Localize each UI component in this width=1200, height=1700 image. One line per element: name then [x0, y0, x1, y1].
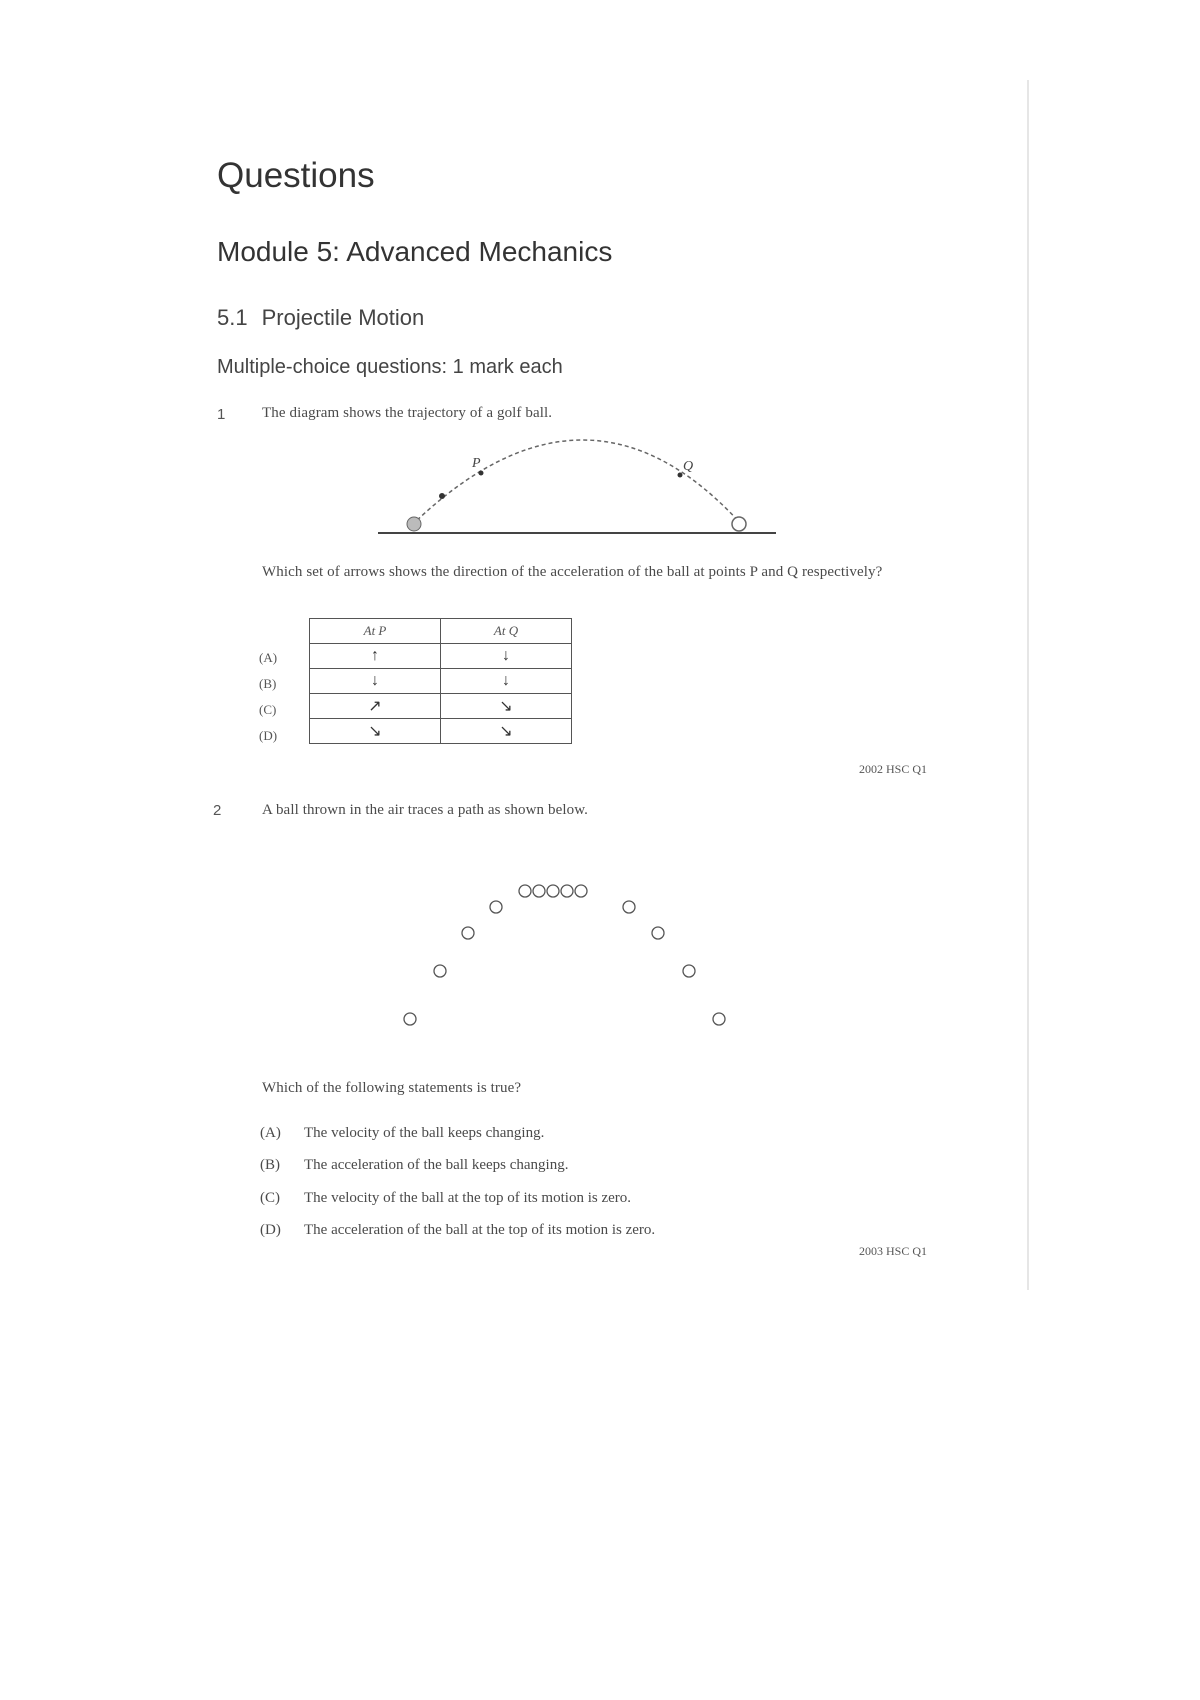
point-p-marker: [479, 471, 484, 476]
q1-option-row: [310, 719, 572, 744]
path-ball: [652, 927, 664, 939]
q1-option-letter: (B): [259, 676, 277, 691]
col-at-q: At Q: [441, 619, 572, 644]
arrow-cell: ↘: [441, 694, 572, 719]
q2-stem: A ball thrown in the air traces a path as shown below.: [262, 802, 589, 818]
ball-start: [407, 517, 421, 531]
point-q-marker: [678, 473, 683, 478]
q2-prompt: Which of the following statements is true?: [262, 1080, 522, 1096]
path-ball: [561, 885, 573, 897]
q2-statement-letter: (D): [260, 1222, 281, 1238]
section-name: Projectile Motion: [261, 305, 425, 330]
q1-option-row: [310, 644, 572, 669]
module-heading: Module 5: Advanced Mechanics: [217, 236, 613, 267]
arrow-cell: ↑: [310, 644, 441, 669]
label-q: Q: [683, 459, 694, 474]
q2-statement: [260, 1190, 631, 1207]
section-number: 5.1: [217, 305, 248, 330]
q2-statement: [260, 1125, 544, 1142]
col-at-p: At P: [310, 619, 441, 644]
path-ball: [575, 885, 587, 897]
q2-statement-letter: (B): [260, 1157, 280, 1173]
q1-option-letter: (C): [259, 702, 277, 717]
q1-option-row: [310, 669, 572, 694]
point-marker-1: [439, 493, 445, 499]
arrow-cell: ↓: [310, 669, 441, 694]
q1-stem: The diagram shows the trajectory of a golf ball.: [262, 405, 553, 421]
q2-source: 2003 HSC Q1: [859, 1244, 928, 1258]
q2-statement-text: The acceleration of the ball at the top of its motion is zero.: [304, 1222, 656, 1238]
path-ball: [434, 965, 446, 977]
q1-options-table: [309, 618, 572, 744]
path-ball: [533, 885, 545, 897]
path-ball: [519, 885, 531, 897]
page-title: Questions: [217, 156, 375, 195]
path-ball: [404, 1013, 416, 1025]
path-ball: [462, 927, 474, 939]
arrow-cell: ↓: [441, 669, 572, 694]
mcq-heading: Multiple-choice questions: 1 mark each: [217, 356, 563, 378]
q2-statement-letter: (C): [260, 1190, 280, 1206]
arrow-cell: ↓: [441, 644, 572, 669]
q2-number: 2: [213, 802, 222, 819]
path-ball: [547, 885, 559, 897]
arrow-cell: ↗: [310, 694, 441, 719]
q2-statement-text: The acceleration of the ball keeps changing.: [304, 1157, 569, 1173]
q1-options-header-row: [310, 619, 572, 644]
q2-ball-path: [404, 885, 725, 1025]
q2-statement-text: The velocity of the ball at the top of its motion is zero.: [304, 1190, 632, 1206]
arrow-cell: ↘: [310, 719, 441, 744]
arrow-cell: ↘: [441, 719, 572, 744]
path-ball: [683, 965, 695, 977]
q2-statement-text: The velocity of the ball keeps changing.: [304, 1125, 545, 1141]
q1-option-row: [310, 694, 572, 719]
path-ball: [623, 901, 635, 913]
q1-number: 1: [217, 406, 226, 423]
trajectory-path: [412, 440, 742, 525]
path-ball: [713, 1013, 725, 1025]
path-ball: [490, 901, 502, 913]
q2-statement: [260, 1222, 655, 1239]
q1-source: 2002 HSC Q1: [859, 762, 928, 776]
q2-statement-letter: (A): [260, 1125, 281, 1141]
q1-option-letter: (A): [259, 650, 278, 665]
q1-prompt: Which set of arrows shows the direction of the acceleration of the ball at points P and Q respectively?: [262, 564, 883, 580]
q1-option-letter: (D): [259, 728, 278, 743]
q2-statement: [260, 1157, 568, 1174]
q1-option-letters: [259, 645, 277, 749]
label-p: P: [472, 456, 481, 471]
ball-end: [732, 517, 746, 531]
